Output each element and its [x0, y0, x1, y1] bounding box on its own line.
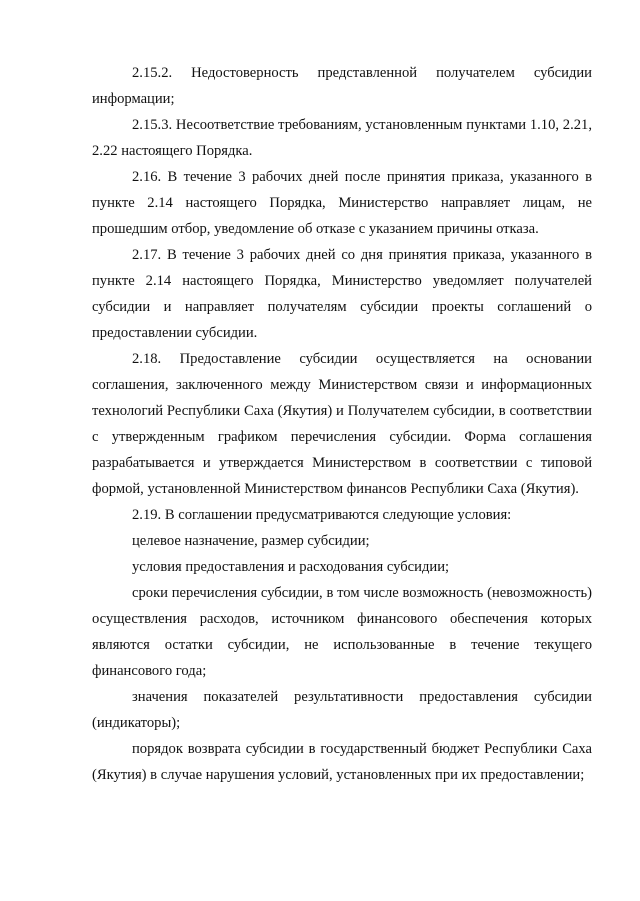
condition-item-purpose: целевое назначение, размер субсидии; — [132, 533, 370, 549]
paragraph-2-19: 2.19. В соглашении предусматриваются следующие условия: — [132, 507, 512, 523]
condition-item-refund-procedure: порядок возврата субсидии в государственный бюджет Республики Саха (Якутия) в случае нарушения условий, установленных при их предоставлении; — [92, 741, 592, 783]
paragraph-2-17: 2.17. В течение 3 рабочих дней со дня принятия приказа, указанного в пункте 2.14 настоящего Порядка, Министерство уведомляет получателей субсидии и направляет получателям субсидии проекты соглашений о предоставлении субсидии. — [92, 247, 592, 341]
condition-item-terms: условия предоставления и расходования субсидии; — [132, 559, 450, 575]
paragraph-2-16: 2.16. В течение 3 рабочих дней после принятия приказа, указанного в пункте 2.14 настоящего Порядка, Министерство направляет лицам, не прошедшим отбор, уведомление об отказе с указанием причины отказа. — [92, 169, 592, 237]
condition-item-indicators: значения показателей результативности предоставления субсидии (индикаторы); — [92, 689, 592, 731]
condition-item-transfer-timing: сроки перечисления субсидии, в том числе возможность (невозможность) осуществления расходов, источником финансового обеспечения которых являются остатки субсидии, не использованные в течение текущего финансового года; — [92, 585, 592, 679]
paragraph-2-15-2: 2.15.2. Недостоверность представленной получателем субсидии информации; — [92, 65, 592, 107]
document-body — [92, 60, 592, 788]
paragraph-2-18: 2.18. Предоставление субсидии осуществляется на основании соглашения, заключенного между Министерством связи и информационных технологий Республики Саха (Якутия) и Получателем субсидии, в соответствии с утвержденным графиком перечисления субсидии. Форма соглашения разрабатывается и утверждается Министерством в соответствии с типовой формой, установленной Министерством финансов Республики Саха (Якутия). — [92, 351, 592, 497]
paragraph-2-15-3: 2.15.3. Несоответствие требованиям, установленным пунктами 1.10, 2.21, 2.22 настоящего Порядка. — [92, 117, 592, 159]
